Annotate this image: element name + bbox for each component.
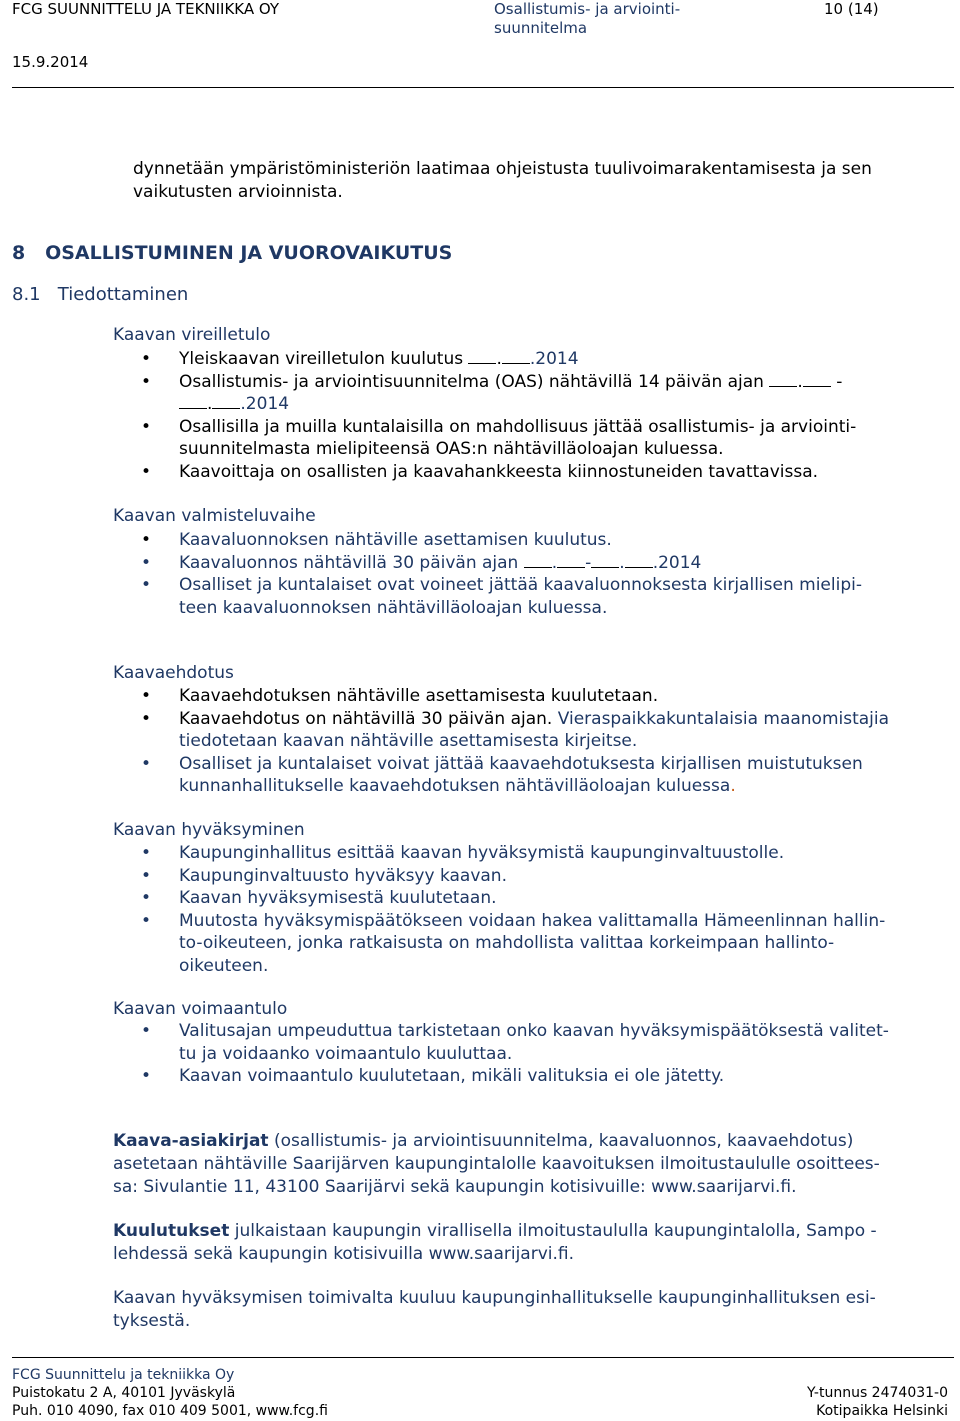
footer-ytunnus: Y-tunnus 2474031-0: [807, 1385, 948, 1401]
footer-company: FCG Suunnittelu ja tekniikka Oy: [12, 1367, 235, 1383]
section-title-voimaantulo: Kaavan voimaantulo: [113, 999, 288, 1019]
list-item: • Osalliset ja kuntalaiset ovat voineet jättää kaavaluonnoksesta kirjallisen mielipi- teen kaavaluonnoksen nähtävilläoloajan kuluessa.: [113, 574, 949, 619]
list-item: • Kaavoittaja on osallisten ja kaavahankkeesta kiinnostuneiden tavattavissa.: [113, 461, 949, 484]
footer-address: Puistokatu 2 A, 40101 Jyväskylä: [12, 1385, 236, 1401]
header-date: 15.9.2014: [12, 53, 89, 71]
list-voimaantulo: [113, 1020, 949, 1088]
header-page-number: 10 (14): [824, 0, 879, 18]
footer-contact: Puh. 010 4090, fax 010 409 5001, www.fcg.fi: [12, 1403, 328, 1419]
blank-field: [625, 553, 653, 568]
paragraph-toimivalta: Kaavan hyväksymisen toimivalta kuuluu kaupunginhallitukselle kaupunginhallituksen esi- tyksestä.: [113, 1288, 876, 1331]
list-item: • Kaavan voimaantulo kuulutetaan, mikäli valituksia ei ole jätetty.: [113, 1065, 949, 1088]
list-hyvaksyminen: [113, 842, 949, 977]
blank-field: [212, 394, 240, 409]
header-divider: [12, 87, 954, 88]
blank-field: [524, 553, 552, 568]
section-title-vireilletulo: Kaavan vireilletulo: [113, 325, 271, 345]
blank-field: [468, 349, 496, 364]
list-item: • Kaavaehdotuksen nähtäville asettamisesta kuulutetaan.: [113, 685, 949, 708]
list-item: • Kaavaluonnos nähtävillä 30 päivän ajan . - . .2014: [113, 552, 949, 575]
list-vireilletulo: [113, 348, 949, 483]
blank-field: [591, 553, 619, 568]
list-item: • Kaavaluonnoksen nähtäville asettamisen kuulutus.: [113, 529, 949, 552]
section-heading: 8.1 Tiedottaminen: [12, 284, 189, 305]
blank-field: [557, 553, 585, 568]
blank-field: [803, 372, 831, 387]
list-item: • Yleiskaavan vireilletulon kuulutus . .2014: [113, 348, 949, 371]
intro-line-1: dynnetään ympäristöministeriön laatimaa ohjeistusta tuulivoimarakentamisesta ja sen: [133, 159, 872, 179]
paragraph-kuulutukset: Kuulutukset julkaistaan kaupungin virallisella ilmoitustaululla kaupungintalolla, Sampo - lehdessä sekä kaupungin kotisivuilla www.saarijarvi.fi.: [113, 1221, 877, 1264]
chapter-heading: 8 OSALLISTUMINEN JA VUOROVAIKUTUS: [12, 242, 453, 264]
list-item: • Kaavaehdotus on nähtävillä 30 päivän ajan. Vieraspaikkakuntalaisia maanomistajia tiedotetaan kaavan nähtäville asettamisesta kirjeitse.: [113, 708, 949, 753]
section-title-ehdotus: Kaavaehdotus: [113, 663, 234, 683]
header-document-title: [494, 0, 680, 38]
section-title-valmisteluvaihe: Kaavan valmisteluvaihe: [113, 506, 316, 526]
list-valmisteluvaihe: [113, 529, 949, 619]
list-item: • Kaavan hyväksymisestä kuulutetaan.: [113, 887, 949, 910]
list-item-continuation: . .2014: [179, 393, 949, 416]
intro-line-2: vaikutusten arvioinnista.: [133, 182, 343, 202]
header-company: FCG SUUNNITTELU JA TEKNIIKKA OY: [12, 0, 280, 18]
header-title-line2: suunnitelma: [494, 19, 588, 37]
list-item: • Osallisilla ja muilla kuntalaisilla on mahdollisuus jättää osallistumis- ja arviointi- suunnitelmasta mielipiteensä OAS:n nähtävilläoloajan kuluessa.: [113, 416, 949, 461]
blank-field: [179, 394, 207, 409]
blank-field: [769, 372, 797, 387]
list-item: • Osallistumis- ja arviointisuunnitelma (OAS) nähtävillä 14 päivän ajan . - . .2014: [113, 371, 949, 416]
list-item: • Muutosta hyväksymispäätökseen voidaan hakea valittamalla Hämeenlinnan hallin- to-oikeuteen, jonka ratkaisusta on mahdollista valittaa korkeimpaan hallinto- oikeuteen.: [113, 910, 949, 978]
list-item: • Valitusajan umpeuduttua tarkistetaan onko kaavan hyväksymispäätöksestä valitet- tu ja voidaanko voimaantulo kuuluttaa.: [113, 1020, 949, 1065]
blank-field: [502, 349, 530, 364]
section-title-hyvaksyminen: Kaavan hyväksyminen: [113, 820, 305, 840]
list-item: • Kaupunginvaltuusto hyväksyy kaavan.: [113, 865, 949, 888]
footer-kotipaikka: Kotipaikka Helsinki: [816, 1403, 948, 1419]
list-item: • Kaupunginhallitus esittää kaavan hyväksymistä kaupunginvaltuustolle.: [113, 842, 949, 865]
list-ehdotus: [113, 685, 949, 798]
list-item: • Osalliset ja kuntalaiset voivat jättää kaavaehdotuksesta kirjallisen muistutuksen kunnanhallitukselle kaavaehdotuksen nähtävilläoloajan kuluessa.: [113, 753, 949, 798]
paragraph-kaava-asiakirjat: Kaava-asiakirjat (osallistumis- ja arviointisuunnitelma, kaavaluonnos, kaavaehdotus) asetetaan nähtäville Saarijärven kaupungintalolle kaavoituksen ilmoitustaululle osoittees- sa: Sivulantie 11, 43100 Saarijärvi sekä kaupungin kotisivuille: www.saarijarvi.fi.: [113, 1131, 880, 1197]
header-title-line1: Osallistumis- ja arviointi-: [494, 0, 681, 18]
footer-divider: [12, 1357, 954, 1358]
